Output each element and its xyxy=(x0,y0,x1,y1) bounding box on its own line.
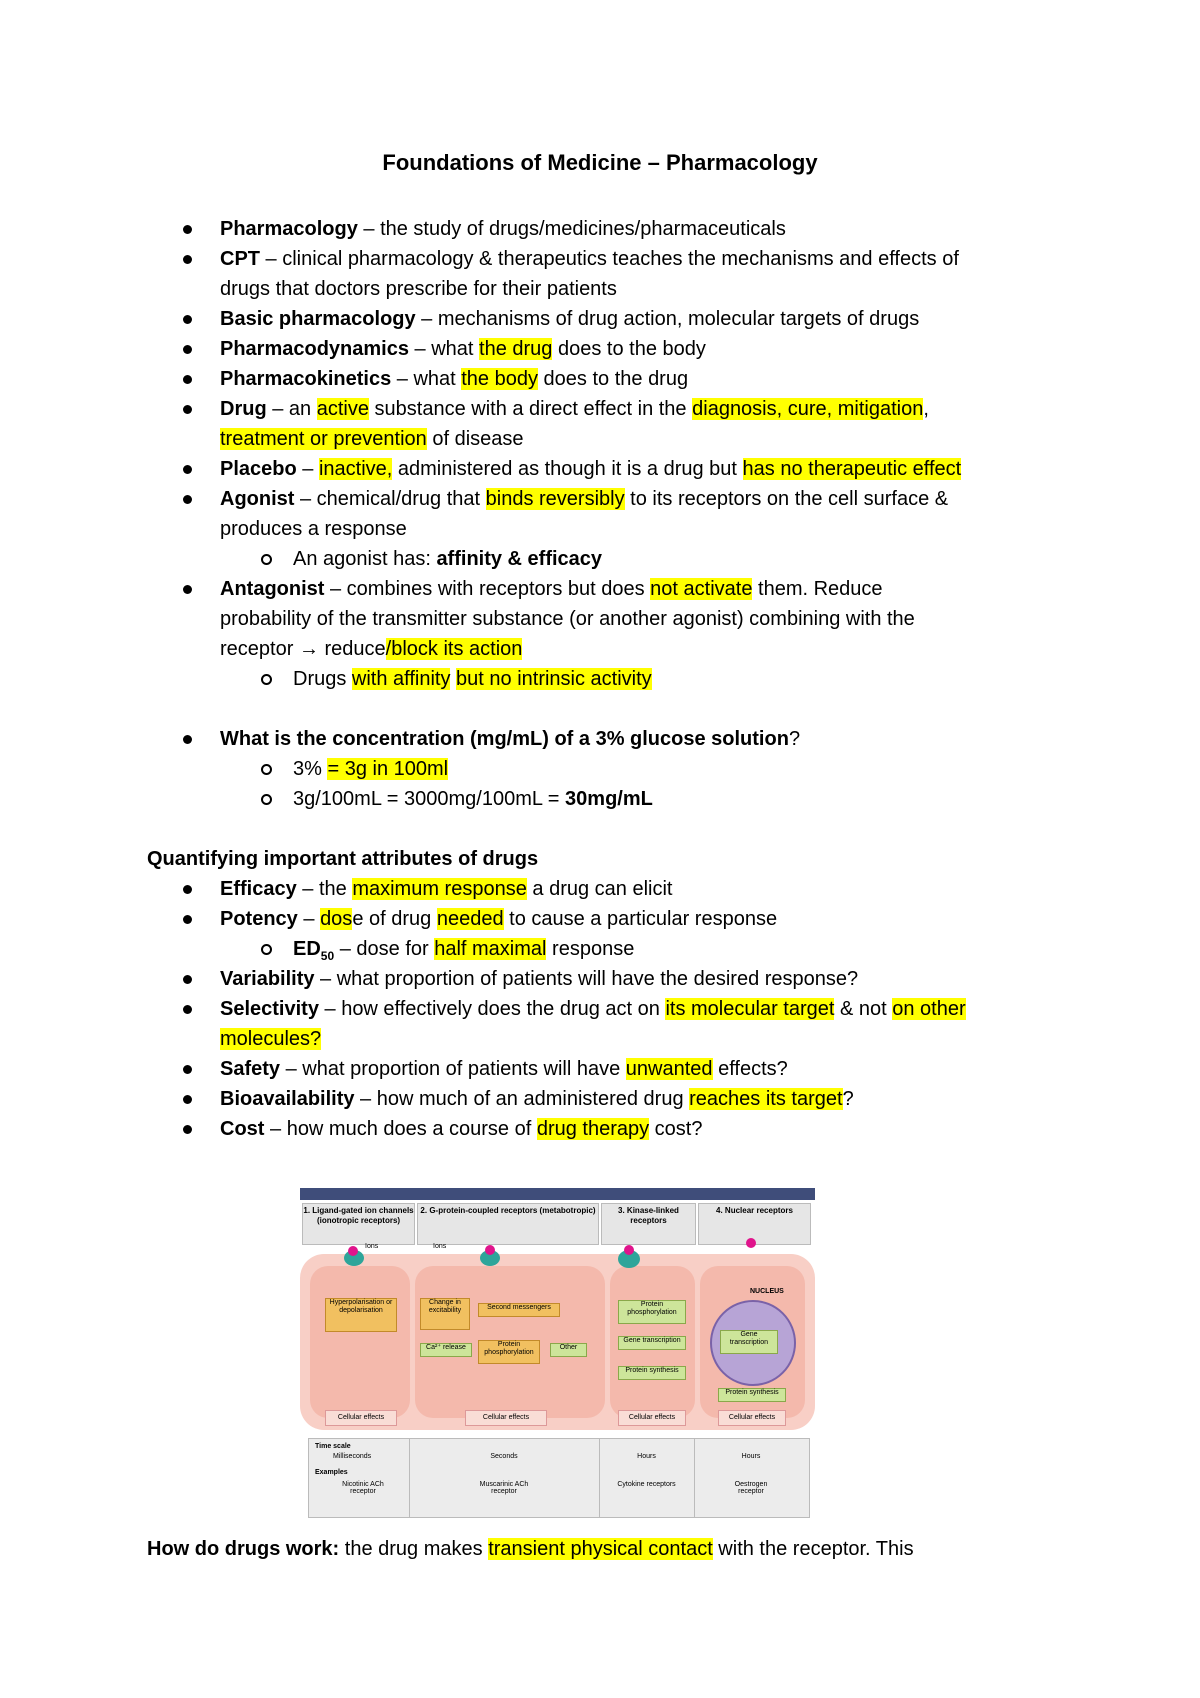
bullet-icon xyxy=(183,585,192,594)
timescale-cell-4: Hours Oestrogen receptor xyxy=(734,1453,768,1495)
section-heading: Quantifying important attributes of drugs xyxy=(147,848,539,870)
bullet-icon xyxy=(183,225,192,234)
figure-header-bar xyxy=(300,1188,815,1200)
cellular-effects-2: Cellular effects xyxy=(465,1410,547,1426)
list-item-bioavailability: Bioavailability – how much of an administered drug reaches its target? xyxy=(220,1084,1080,1114)
timescale-label: Time scale xyxy=(315,1443,351,1450)
gene-transcription-box: Gene transcription xyxy=(618,1336,686,1350)
sub-item-agonist: An agonist has: affinity & efficacy xyxy=(293,544,1153,574)
protein-phosphorylation-box-2: Protein phosphorylation xyxy=(618,1300,686,1324)
list-item-antagonist: Antagonist – combines with receptors but does not activate them. Reduce probability of the transmitter substance (or another agonist) combining with the receptor → reduce/block its action xyxy=(220,574,1080,664)
ions-label-1: Ions xyxy=(365,1243,379,1250)
timescale-cell-1: Time scale Milliseconds Examples Nicotinic ACh receptor xyxy=(309,1439,410,1517)
cellular-effects-1: Cellular effects xyxy=(325,1410,397,1426)
sub-item-answer-1: 3% = 3g in 100ml xyxy=(293,754,1153,784)
closing-paragraph: How do drugs work: the drug makes transient physical contact with the receptor. This xyxy=(147,1538,914,1560)
timescale-table xyxy=(308,1438,810,1518)
list-item-potency: Potency – dose of drug needed to cause a particular response xyxy=(220,904,1080,934)
list-item-pharmacokinetics: Pharmacokinetics – what the body does to the drug xyxy=(220,364,1080,394)
arrow-right-icon: → xyxy=(298,638,319,660)
open-bullet-icon xyxy=(261,554,272,565)
second-messengers-box: Second messengers xyxy=(478,1303,560,1317)
list-item-cost: Cost – how much does a course of drug therapy cost? xyxy=(220,1114,1080,1144)
ligand-icon xyxy=(746,1238,756,1248)
open-bullet-icon xyxy=(261,764,272,775)
list-item-cpt: CPT – clinical pharmacology & therapeutics teaches the mechanisms and effects of drugs that doctors prescribe for their patients xyxy=(220,244,1080,304)
figure-col-header-4: 4. Nuclear receptors xyxy=(698,1203,811,1245)
excitability-box: Change in excitability xyxy=(420,1298,470,1330)
page-title: Foundations of Medicine – Pharmacology xyxy=(382,150,818,175)
bullet-icon xyxy=(183,1095,192,1104)
receptor-superfamilies-figure xyxy=(300,1188,815,1518)
list-item-safety: Safety – what proportion of patients will have unwanted effects? xyxy=(220,1054,1080,1084)
hyperpolarisation-box: Hyperpolarisation or depolarisation xyxy=(325,1298,397,1332)
ligand-icon xyxy=(485,1245,495,1255)
list-item-variability: Variability – what proportion of patients will have the desired response? xyxy=(220,964,1080,994)
open-bullet-icon xyxy=(261,944,272,955)
figure-col-header-2: 2. G-protein-coupled receptors (metabotropic) xyxy=(417,1203,599,1245)
bullet-icon xyxy=(183,495,192,504)
bullet-icon xyxy=(183,915,192,924)
bullet-icon xyxy=(183,735,192,744)
ca-release-box: Ca²⁺ release xyxy=(420,1343,472,1357)
list-item-drug: Drug – an active substance with a direct effect in the diagnosis, cure, mitigation, treatment or prevention of disease xyxy=(220,394,1080,454)
bullet-icon xyxy=(183,255,192,264)
ligand-icon xyxy=(624,1245,634,1255)
ions-label-2: Ions xyxy=(433,1243,447,1250)
list-item-pharmacology: Pharmacology – the study of drugs/medicines/pharmaceuticals xyxy=(220,214,1080,244)
bullet-icon xyxy=(183,975,192,984)
examples-label: Examples xyxy=(315,1469,348,1476)
bullet-icon xyxy=(183,345,192,354)
bullet-icon xyxy=(183,465,192,474)
other-box: Other xyxy=(550,1343,587,1357)
protein-phosphorylation-box: Protein phosphorylation xyxy=(478,1340,540,1364)
list-item-selectivity: Selectivity – how effectively does the drug act on its molecular target & not on other molecules? xyxy=(220,994,1080,1054)
bullet-icon xyxy=(183,885,192,894)
figure-col-header-1: 1. Ligand-gated ion channels (ionotropic receptors) xyxy=(302,1203,415,1245)
list-item-agonist: Agonist – chemical/drug that binds reversibly to its receptors on the cell surface & produces a response xyxy=(220,484,1080,544)
list-item-question: What is the concentration (mg/mL) of a 3% glucose solution? xyxy=(220,724,1080,754)
sub-item-ed50: $ED_{50}$ – dose for half maximal response xyxy=(293,934,1153,971)
bullet-icon xyxy=(183,375,192,384)
cellular-effects-4: Cellular effects xyxy=(718,1410,786,1426)
bullet-icon xyxy=(183,315,192,324)
protein-synthesis-box-2: Protein synthesis xyxy=(718,1388,786,1402)
sub-item-answer-2: 3g/100mL = 3000mg/100mL = 30mg/mL xyxy=(293,784,1153,814)
cellular-effects-3: Cellular effects xyxy=(618,1410,686,1426)
open-bullet-icon xyxy=(261,674,272,685)
sub-item-antagonist: Drugs with affinity but no intrinsic activity xyxy=(293,664,1153,694)
figure-col-header-3: 3. Kinase-linked receptors xyxy=(601,1203,696,1245)
protein-synthesis-box: Protein synthesis xyxy=(618,1366,686,1380)
nucleus-label: NUCLEUS xyxy=(750,1288,784,1295)
open-bullet-icon xyxy=(261,794,272,805)
gene-transcription-box-2: Gene transcription xyxy=(720,1330,778,1354)
list-item-basic-pharmacology: Basic pharmacology – mechanisms of drug action, molecular targets of drugs xyxy=(220,304,1080,334)
list-item-efficacy: Efficacy – the maximum response a drug can elicit xyxy=(220,874,1080,904)
list-item-pharmacodynamics: Pharmacodynamics – what the drug does to the body xyxy=(220,334,1080,364)
list-item-placebo: Placebo – inactive, administered as though it is a drug but has no therapeutic effect xyxy=(220,454,1080,484)
ligand-icon xyxy=(348,1246,358,1256)
cell-panel-1 xyxy=(310,1266,410,1418)
bullet-icon xyxy=(183,1005,192,1014)
bullet-icon xyxy=(183,1125,192,1134)
timescale-cell-3: Hours Cytokine receptors xyxy=(599,1439,695,1517)
bullet-icon xyxy=(183,405,192,414)
timescale-cell-2: Seconds Muscarinic ACh receptor xyxy=(409,1439,600,1517)
bullet-icon xyxy=(183,1065,192,1074)
